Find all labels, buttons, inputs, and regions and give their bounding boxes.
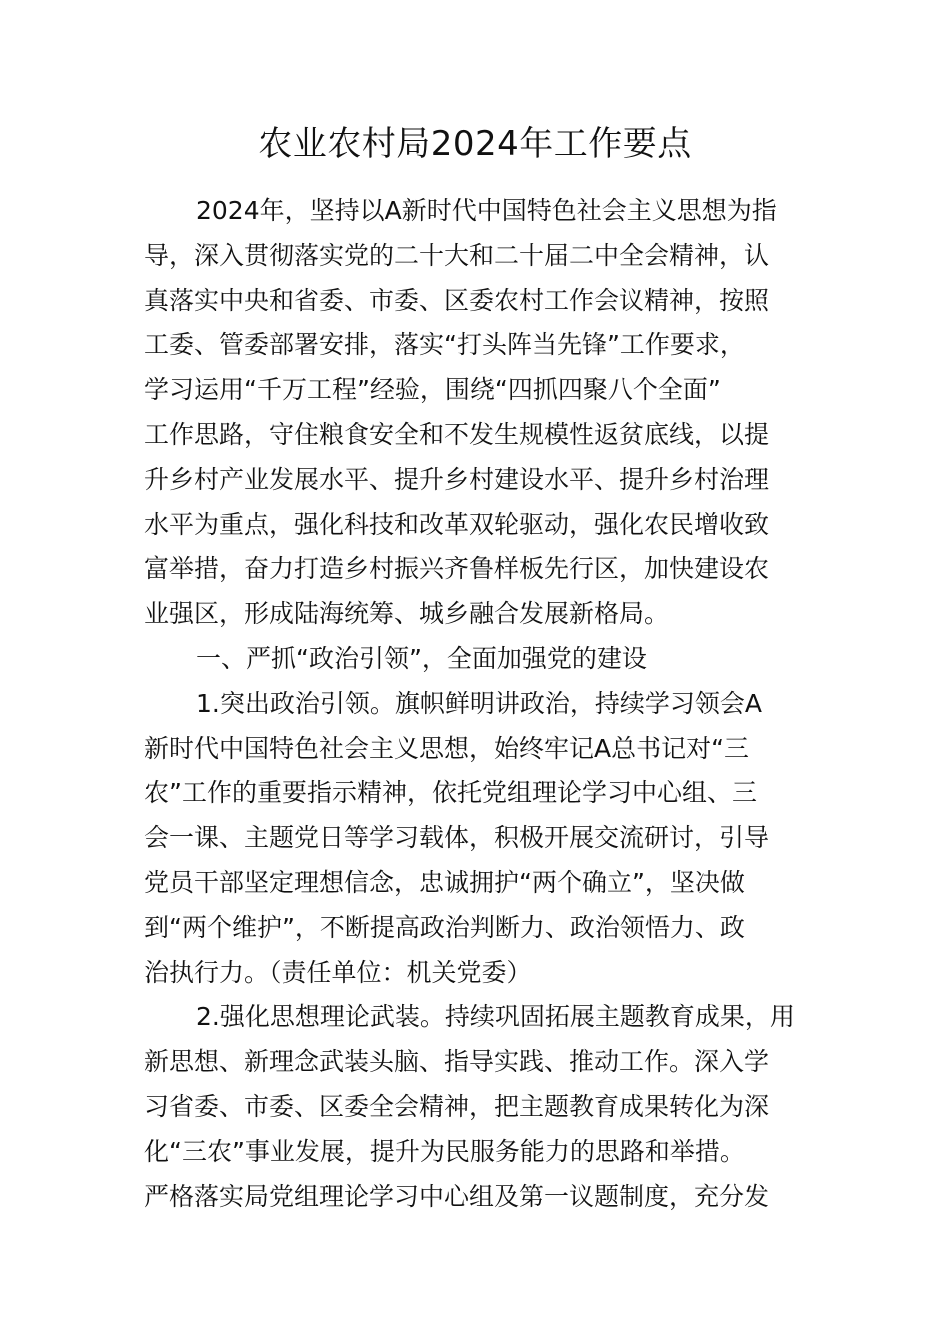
text-line: 工委、管委部署安排，落实“打头阵当先锋”工作要求， xyxy=(144,330,745,360)
text-line: 升乡村产业发展水平、提升乡村建设水平、提升乡村治理 xyxy=(144,464,770,494)
document-body xyxy=(144,189,812,1219)
text-line: 2.强化思想理论武装。持续巩固拓展主题教育成果，用 xyxy=(196,1002,795,1032)
text-line: 真落实中央和省委、市委、区委农村工作会议精神，按照 xyxy=(144,285,770,315)
text-line: 富举措，奋力打造乡村振兴齐鲁样板先行区，加快建设农 xyxy=(144,554,770,584)
text-line: 化“三农”事业发展，提升为民服务能力的思路和举措。 xyxy=(144,1136,745,1166)
text-line: 2024年，坚持以A新时代中国特色社会主义思想为指 xyxy=(196,196,777,225)
text-line: 新时代中国特色社会主义思想，始终牢记A总书记对“三 xyxy=(144,733,750,763)
text-line: 农”工作的重要指示精神，依托党组理论学习中心组、三 xyxy=(144,778,757,808)
text-line: 业强区，形成陆海统筹、城乡融合发展新格局。 xyxy=(144,599,670,629)
text-line: 导，深入贯彻落实党的二十大和二十届二中全会精神，认 xyxy=(144,240,770,270)
text-line: 党员干部坚定理想信念，忠诚拥护“两个确立”，坚决做 xyxy=(144,867,745,897)
text-line: 1.突出政治引领。旗帜鲜明讲政治，持续学习领会A xyxy=(196,688,762,718)
text-line: 学习运用“千万工程”经验，围绕“四抓四聚八个全面” xyxy=(144,375,721,405)
text-line: 到“两个维护”，不断提高政治判断力、政治领悟力、政 xyxy=(144,912,745,942)
text-line: 习省委、市委、区委全会精神，把主题教育成果转化为深 xyxy=(144,1091,770,1121)
text-line: 新思想、新理念武装头脑、指导实践、推动工作。深入学 xyxy=(144,1047,770,1077)
text-line: 一、严抓“政治引领”，全面加强党的建设 xyxy=(196,643,647,673)
document-title: 农业农村局2024年工作要点 xyxy=(258,124,692,164)
text-line: 工作思路，守住粮食安全和不发生规模性返贫底线，以提 xyxy=(144,419,770,449)
text-line: 水平为重点，强化科技和改革双轮驱动，强化农民增收致 xyxy=(144,509,770,539)
text-line: 严格落实局党组理论学习中心组及第一议题制度，充分发 xyxy=(144,1181,770,1211)
text-line: 治执行力。（责任单位：机关党委） xyxy=(144,957,532,987)
text-line: 会一课、主题党日等学习载体，积极开展交流研讨，引导 xyxy=(144,823,770,853)
